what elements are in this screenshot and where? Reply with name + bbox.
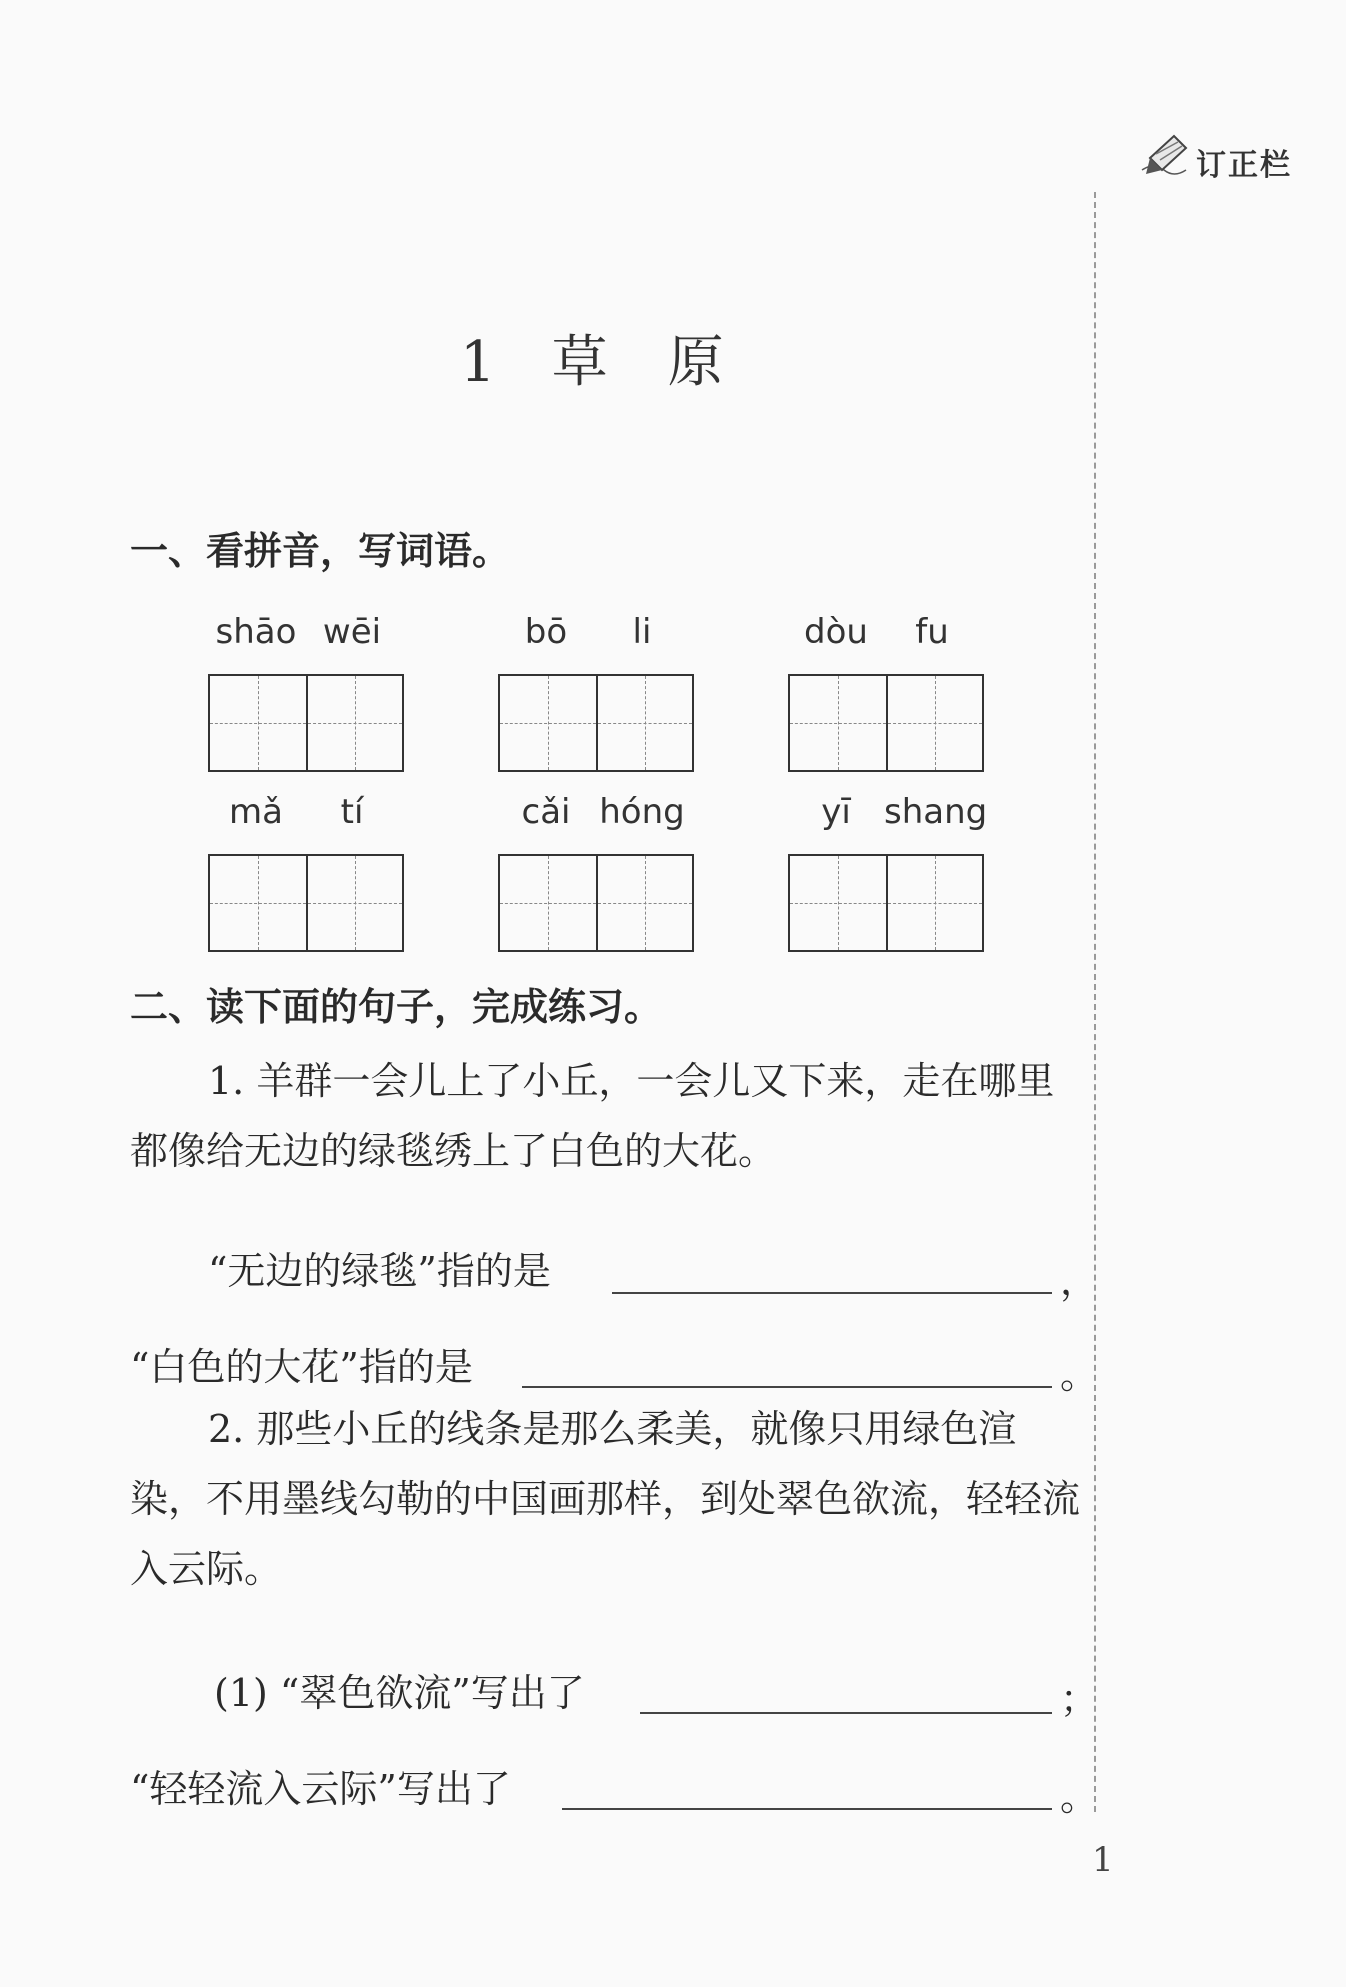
q2-fill2-punct: 。 [1060, 1775, 1099, 1819]
writing-grid[interactable] [208, 674, 404, 772]
question-2-line: 2. 那些小丘的线条是那么柔美，就像只用绿色渲 [208, 1407, 1017, 1451]
pinyin-label: shāo wēi [215, 612, 382, 652]
word-item [788, 792, 988, 962]
writing-grid[interactable] [208, 854, 404, 952]
q2-fill1-prompt: (1) “翠色欲流”写出了 [214, 1671, 585, 1715]
lesson-title [460, 318, 728, 398]
question-1-line: 1. 羊群一会儿上了小丘，一会儿又下来，走在哪里 [208, 1059, 1055, 1103]
q2-fill2-answer-line[interactable] [562, 1808, 1052, 1810]
word-item [498, 612, 694, 782]
pinyin-label: cǎi hóng [521, 792, 685, 832]
question-1-line: 都像给无边的绿毯绣上了白色的大花。 [130, 1129, 777, 1173]
correction-column-header [1110, 132, 1320, 192]
pinyin-label: bō li [524, 612, 652, 652]
word-item [208, 612, 404, 782]
word-item [208, 792, 404, 962]
pinyin-label: mǎ tí [229, 792, 364, 832]
section-heading-reading: 二、读下面的句子，完成练习。 [130, 985, 663, 1029]
q1-fill1-answer-line[interactable] [612, 1292, 1052, 1294]
pinyin-label: dòu fu [804, 612, 949, 652]
word-item [788, 612, 984, 782]
q2-fill2-prompt: “轻轻流入云际”写出了 [130, 1767, 511, 1811]
word-item [498, 792, 694, 962]
q2-fill1-answer-line[interactable] [640, 1712, 1052, 1714]
q1-fill1-punct: ， [1060, 1259, 1099, 1303]
writing-grid[interactable] [788, 854, 984, 952]
section-heading-pinyin: 一、看拼音，写词语。 [130, 529, 511, 573]
q1-fill2-punct: 。 [1060, 1353, 1099, 1397]
question-2-line: 入云际。 [130, 1547, 283, 1591]
q1-fill1-prompt: “无边的绿毯”指的是 [208, 1249, 551, 1293]
q2-fill1-punct: ； [1060, 1677, 1099, 1721]
pen-icon [1140, 132, 1200, 178]
correction-column-title: 订正栏 [1196, 148, 1292, 183]
question-2-line: 染，不用墨线勾勒的中国画那样，到处翠色欲流，轻轻流 [130, 1477, 1081, 1521]
writing-grid[interactable] [788, 674, 984, 772]
writing-grid[interactable] [498, 674, 694, 772]
lesson-title-char: 原 [667, 330, 728, 395]
q1-fill2-answer-line[interactable] [522, 1386, 1052, 1388]
lesson-number: 1 [460, 330, 500, 395]
q1-fill2-prompt: “白色的大花”指的是 [130, 1345, 473, 1389]
pinyin-label: yī shang [821, 792, 988, 832]
writing-grid[interactable] [498, 854, 694, 952]
correction-column-divider [1094, 192, 1096, 1812]
lesson-title-char: 草 [551, 330, 612, 395]
page-number: 1 [1092, 1840, 1114, 1880]
